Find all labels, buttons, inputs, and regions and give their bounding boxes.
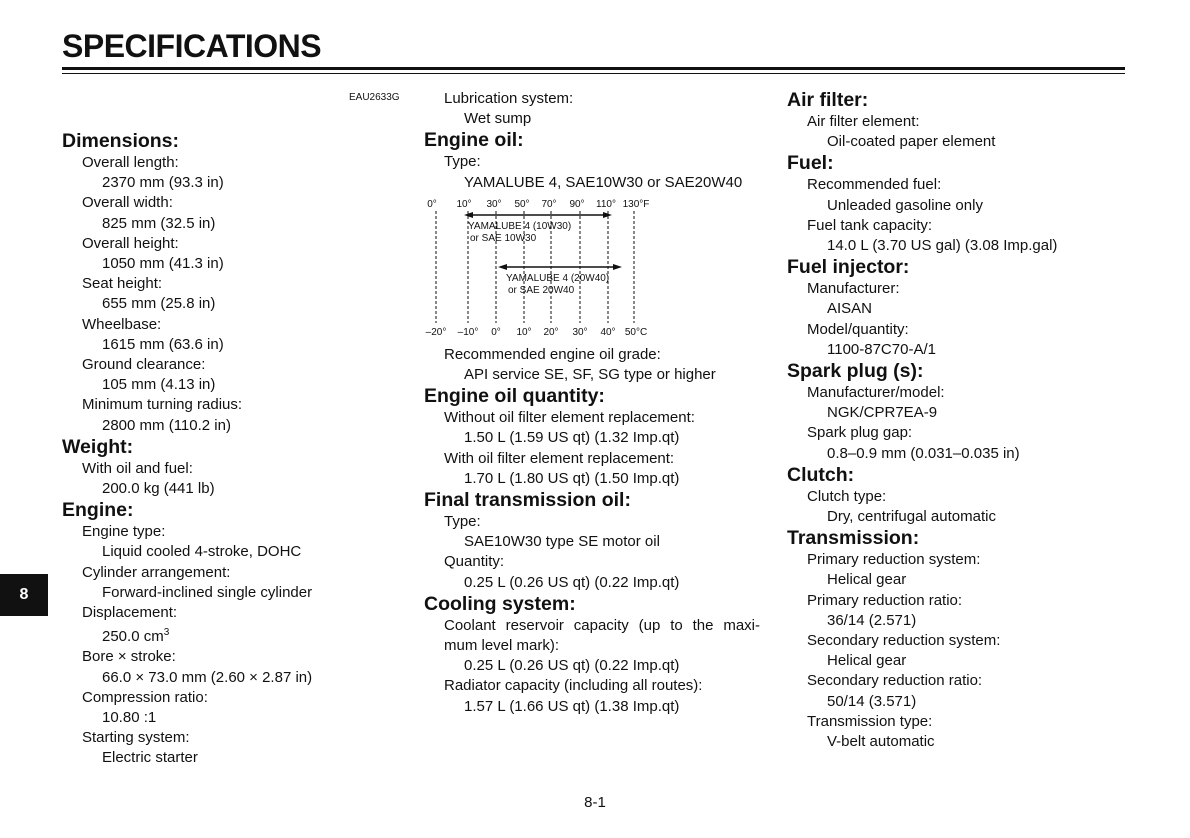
c-tick-label: –10°	[457, 326, 479, 338]
spec-label: mum level mark):	[444, 637, 560, 655]
spec-label: Fuel tank capacity:	[807, 216, 933, 234]
spec-value: 0.25 L (0.26 US qt) (0.22 Imp.qt)	[464, 657, 680, 675]
spec-value: Wet sump	[464, 110, 532, 128]
spec-label: Manufacturer:	[807, 280, 900, 298]
section-heading-cooling-system: Cooling system:	[424, 592, 576, 615]
page-number: 8-1	[584, 794, 606, 811]
spec-label: Recommended engine oil grade:	[444, 345, 661, 363]
spec-value: Helical gear	[827, 571, 907, 589]
spec-value: 66.0 × 73.0 mm (2.60 × 2.87 in)	[102, 668, 313, 686]
c-tick-label: 30°	[572, 326, 588, 338]
c-tick-label: 10°	[516, 326, 532, 338]
f-tick-label: 70°	[541, 198, 557, 210]
spec-value: 50/14 (3.571)	[827, 692, 917, 710]
spec-label: Engine type:	[82, 523, 166, 541]
spec-value: AISAN	[827, 300, 873, 318]
section-heading-dimensions: Dimensions:	[62, 130, 180, 152]
f-tick-label: 0°	[427, 198, 437, 210]
spec-label: Secondary reduction ratio:	[807, 672, 983, 690]
spec-value: 1.57 L (1.66 US qt) (1.38 Imp.qt)	[464, 697, 680, 715]
column-right	[787, 89, 1127, 752]
spec-label: Type:	[444, 153, 481, 171]
f-tick-label: 30°	[486, 198, 502, 210]
c-tick-label: 20°	[543, 326, 559, 338]
spec-label: Recommended fuel:	[807, 176, 942, 194]
spec-label: Type:	[444, 513, 481, 531]
spec-label: Manufacturer/model:	[807, 384, 945, 402]
spec-value: 1.50 L (1.59 US qt) (1.32 Imp.qt)	[464, 429, 680, 447]
section-heading-final-transmission-oil: Final transmission oil:	[424, 489, 631, 512]
spec-value: 1615 mm (63.6 in)	[102, 335, 224, 353]
spec-value: 0.25 L (0.26 US qt) (0.22 Imp.qt)	[464, 573, 680, 591]
spec-value: Helical gear	[827, 652, 907, 670]
section-heading-fuel-injector: Fuel injector:	[787, 256, 910, 279]
spec-value: NGK/CPR7EA-9	[827, 404, 938, 422]
spec-value: Oil-coated paper element	[827, 133, 996, 151]
spec-label: Starting system:	[82, 729, 190, 747]
displacement-superscript: 3	[163, 627, 170, 639]
spec-value: 1050 mm (41.3 in)	[102, 255, 224, 273]
spec-label: Primary reduction ratio:	[807, 591, 963, 609]
spec-value: 105 mm (4.13 in)	[102, 376, 216, 394]
oil-range-20w40	[498, 264, 622, 296]
oil-range-label: or SAE 10W30	[470, 232, 537, 244]
spec-value: YAMALUBE 4, SAE10W30 or SAE20W40	[464, 173, 743, 191]
spec-label: With oil and fuel:	[82, 459, 193, 477]
section-heading-fuel: Fuel:	[787, 152, 834, 175]
spec-label-justified: Coolant reservoir capacity (up to the maxi-	[444, 616, 760, 634]
oil-range-label: or SAE 20W40	[508, 284, 575, 296]
c-tick-label: 40°	[600, 326, 616, 338]
f-tick-label: 110°	[596, 198, 616, 210]
spec-value: Dry, centrifugal automatic	[827, 508, 996, 526]
spec-label: Compression ratio:	[82, 688, 208, 706]
spec-value: 1100-87C70-A/1	[827, 340, 936, 358]
spec-label: Overall height:	[82, 234, 179, 252]
spec-value-displacement	[62, 623, 402, 647]
spec-value: 825 mm (32.5 in)	[102, 214, 216, 232]
spec-value: Liquid cooled 4-stroke, DOHC	[102, 543, 302, 561]
c-tick-label: –20°	[425, 326, 447, 338]
column-left	[62, 130, 402, 769]
oil-range-label: YAMALUBE 4 (10W30)	[468, 220, 572, 232]
spec-label: Model/quantity:	[807, 320, 909, 338]
spec-label: Air filter element:	[807, 113, 920, 130]
displacement-value: 250.0 cm	[102, 628, 164, 646]
section-heading-spark-plug: Spark plug (s):	[787, 360, 924, 383]
chapter-tab: 8	[0, 574, 48, 616]
c-tick-labels	[426, 327, 648, 338]
f-tick-label: 130°F	[622, 198, 650, 210]
spec-value: SAE10W30 type SE motor oil	[464, 533, 660, 551]
f-tick-label: 10°	[456, 198, 472, 210]
section-heading-clutch: Clutch:	[787, 463, 855, 486]
spec-label: Lubrication system:	[444, 90, 574, 107]
spec-value: 14.0 L (3.70 US gal) (3.08 Imp.gal)	[827, 237, 1058, 255]
spec-label: Without oil filter element replacement:	[444, 409, 695, 427]
spec-label: Radiator capacity (including all routes):	[444, 677, 703, 695]
f-tick-label: 50°	[514, 198, 530, 210]
section-heading-transmission: Transmission:	[787, 527, 920, 550]
spec-label: Minimum turning radius:	[82, 396, 243, 414]
spec-label: Quantity:	[444, 553, 505, 571]
spec-label: Wheelbase:	[82, 315, 162, 333]
spec-value: 2800 mm (110.2 in)	[102, 416, 231, 434]
spec-value: 0.8–0.9 mm (0.031–0.035 in)	[827, 444, 1020, 462]
spec-value: 655 mm (25.8 in)	[102, 295, 216, 313]
spec-label: With oil filter element replacement:	[444, 449, 675, 467]
spec-label: Overall length:	[82, 154, 179, 171]
spec-value: 200.0 kg (441 lb)	[102, 480, 215, 498]
c-tick-label: 0°	[491, 326, 501, 338]
oil-range-label: YAMALUBE 4 (20W40)	[506, 272, 610, 284]
document-code: EAU2633G	[349, 92, 400, 103]
spec-label: Spark plug gap:	[807, 424, 913, 442]
arrow-right-icon	[613, 264, 622, 270]
section-heading-engine-oil: Engine oil:	[424, 129, 524, 152]
section-heading-engine: Engine:	[62, 499, 134, 522]
title-rule-thin	[62, 73, 1125, 74]
spec-label: Bore × stroke:	[82, 648, 176, 666]
spec-value: V-belt automatic	[827, 733, 935, 751]
spec-label: Transmission type:	[807, 712, 933, 730]
arrow-left-icon	[498, 264, 507, 270]
page-title: SPECIFICATIONS	[62, 28, 322, 64]
section-heading-air-filter: Air filter:	[787, 89, 869, 111]
column-middle	[424, 89, 764, 717]
f-tick-labels	[427, 199, 649, 210]
oil-range-10w30	[464, 212, 612, 244]
spec-value: 10.80 :1	[102, 709, 157, 727]
spec-label: Cylinder arrangement:	[82, 563, 231, 581]
spec-label: Overall width:	[82, 194, 173, 212]
spec-value: API service SE, SF, SG type or higher	[464, 366, 716, 384]
section-heading-oil-quantity: Engine oil quantity:	[424, 385, 605, 408]
title-rule-thick	[62, 67, 1125, 70]
spec-label: Secondary reduction system:	[807, 632, 1001, 650]
spec-value: 1.70 L (1.80 US qt) (1.50 Imp.qt)	[464, 469, 680, 487]
spec-value: Unleaded gasoline only	[827, 196, 983, 214]
spec-label: Seat height:	[82, 275, 163, 293]
f-tick-label: 90°	[569, 198, 585, 210]
spec-label: Ground clearance:	[82, 356, 206, 374]
spec-label: Primary reduction system:	[807, 551, 981, 569]
c-tick-label: 50°C	[624, 326, 648, 338]
section-heading-weight: Weight:	[62, 435, 134, 458]
spec-label: Displacement:	[82, 604, 178, 622]
spec-value: 36/14 (2.571)	[827, 611, 917, 629]
oil-temperature-chart	[424, 195, 664, 341]
spec-value: 2370 mm (93.3 in)	[102, 174, 224, 192]
spec-value: Electric starter	[102, 749, 198, 767]
spec-label: Clutch type:	[807, 487, 887, 505]
spec-value: Forward-inclined single cylinder	[102, 583, 313, 601]
